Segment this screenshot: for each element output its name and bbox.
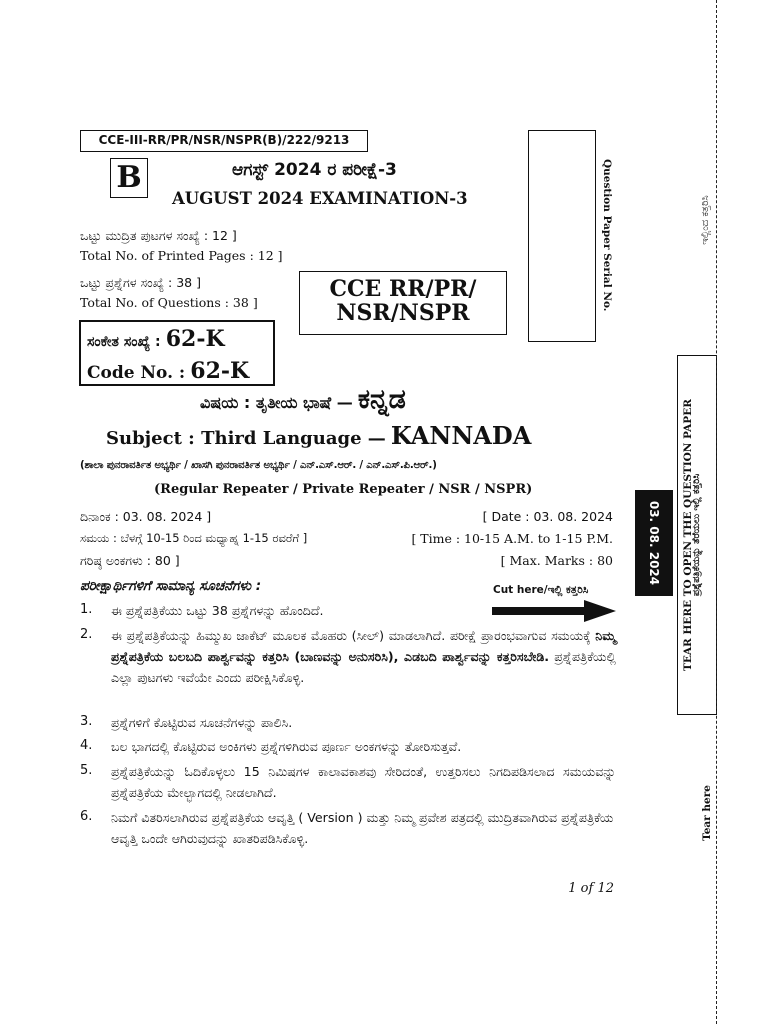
paper-code: CCE-III-RR/PR/NSR/NSPR(B)/222/9213 [80,130,368,152]
cut-from-here-kannada: ಇಲ್ಲಿಂದ ಕತ್ತರಿಸಿ [700,195,711,245]
subject-kannada [200,384,406,416]
code-value-english: 62-K [190,358,250,384]
subject-prefix-english: Subject : Third Language — [106,428,386,449]
serial-number-label: Question Paper Serial No. [601,159,613,312]
version-letter: B [110,158,148,198]
exam-title-english: AUGUST 2024 EXAMINATION-3 [172,189,468,208]
candidates-english: (Regular Repeater / Private Repeater / NSR / NSPR) [154,482,533,497]
category-line-1: CCE RR/PR/ [329,276,477,302]
subject-name-english: KANNADA [390,421,532,450]
time-english: [ Time : 10-15 A.M. to 1-15 P.M. [411,531,613,546]
page-number: 1 of 12 [568,881,614,896]
code-label-kannada: ಸಂಕೇತ ಸಂಖ್ಯೆ : [87,334,161,350]
side-date: 03. 08. 2024 [647,500,661,586]
exam-title-kannada: ಆಗಸ್ಟ್ 2024 ರ ಪರೀಕ್ಷೆ-3 [232,160,397,180]
date-english: [ Date : 03. 08. 2024 [482,509,613,524]
printed-pages-english: Total No. of Printed Pages : 12 ] [80,248,283,263]
instructions-heading: ಪರೀಕ್ಷಾರ್ಥಿಗಳಿಗೆ ಸಾಮಾನ್ಯ ಸೂಚನೆಗಳು : [80,578,262,594]
subject-prefix-kannada: ವಿಷಯ : ತೃತೀಯ ಭಾಷೆ — [200,393,353,412]
serial-number-box [528,130,596,342]
tear-here-instruction-kannada: ಪ್ರಶ್ನೆಪತ್ರಿಕೆಯನ್ನು ತೆರೆಯಲು ಇಲ್ಲಿ ಕತ್ತರಿಸಿ [691,473,702,597]
code-label-english: Code No. : [87,363,186,383]
code-value-kannada: 62-K [165,326,225,352]
total-questions-english: Total No. of Questions : 38 ] [80,295,258,310]
cut-here-label: Cut here/ಇಲ್ಲಿ ಕತ್ತರಿಸಿ [493,584,589,596]
category-box [299,271,507,335]
marks-english: [ Max. Marks : 80 [500,553,613,568]
date-kannada: ದಿನಾಂಕ : 03. 08. 2024 ] [80,509,212,524]
code-number-box [79,320,275,386]
tear-here-label: Tear here [701,785,713,841]
tear-here-instruction: TEAR HERE TO OPEN THE QUESTION PAPER [682,399,694,671]
marks-kannada: ಗರಿಷ್ಠ ಅಂಕಗಳು : 80 ] [80,553,180,568]
total-questions-kannada: ಒಟ್ಟು ಪ್ರಶ್ನೆಗಳ ಸಂಖ್ಯೆ : 38 ] [80,275,201,290]
candidates-kannada: (ಶಾಲಾ ಪುನರಾವರ್ತಿತ ಅಭ್ಯರ್ಥಿ / ಖಾಸಗಿ ಪುನರಾವರ್ತಿತ ಅಭ್ಯರ್ಥಿ / ಎನ್.ಎಸ್.ಆರ್. / ಎನ್.ಎಸ್.ಪಿ.ಆರ್.) [80,460,437,471]
printed-pages-kannada: ಒಟ್ಟು ಮುದ್ರಿತ ಪುಟಗಳ ಸಂಖ್ಯೆ : 12 ] [80,228,237,243]
subject-name-kannada: ಕನ್ನಡ [357,384,406,415]
category-line-2: NSR/NSPR [336,300,470,326]
subject-english [106,421,531,450]
tear-line [716,0,717,1024]
time-kannada: ಸಮಯ : ಬೆಳಗ್ಗೆ 10-15 ರಿಂದ ಮಧ್ಯಾಹ್ನ 1-15 ರವರೆಗೆ ] [80,531,308,545]
